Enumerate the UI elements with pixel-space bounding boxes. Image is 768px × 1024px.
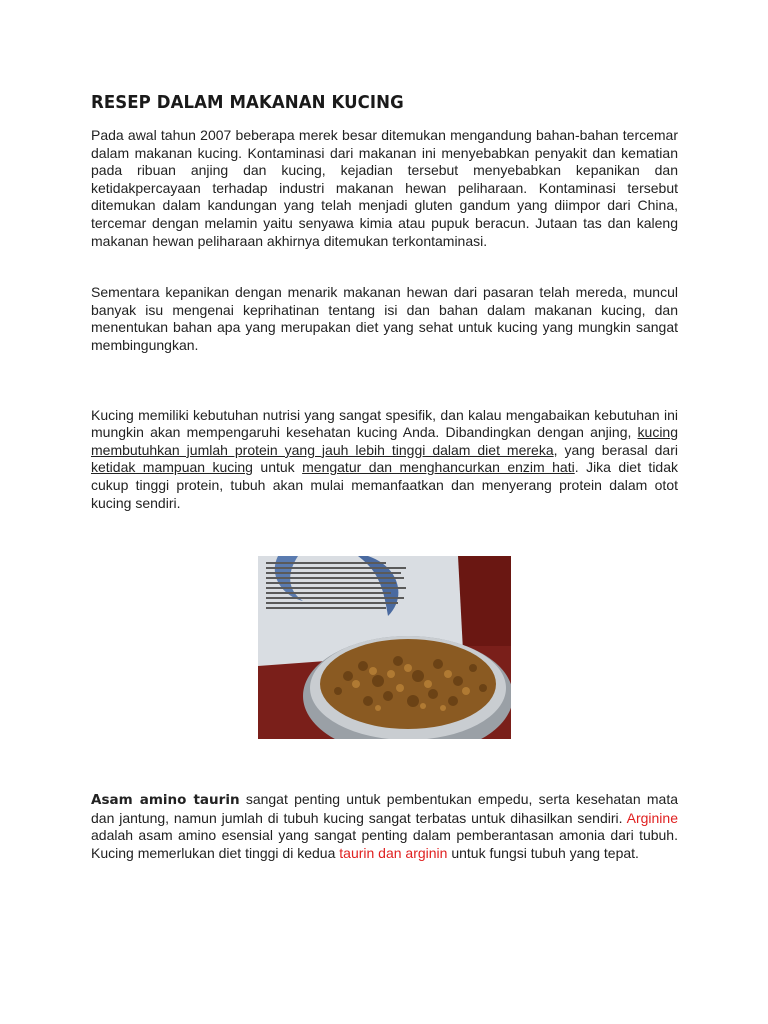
enzim-hati-link[interactable]: mengatur dan menghancurkan enzim hati bbox=[302, 459, 575, 476]
asam-amino-taurin-bold: Asam amino taurin bbox=[91, 792, 240, 808]
paragraph-3 bbox=[91, 407, 678, 513]
ketidak-mampuan-link[interactable]: ketidak mampuan kucing bbox=[91, 459, 253, 476]
page-title: RESEP DALAM MAKANAN KUCING bbox=[91, 92, 404, 113]
paragraph-4-text-2: adalah asam amino esensial yang sangat penting dalam pemberantasan amonia dari tubuh. Kucing memerlukan diet tinggi di kedua bbox=[91, 827, 678, 861]
paragraph-1: Pada awal tahun 2007 beberapa merek besar ditemukan mengandung bahan-bahan tercemar dalam makanan kucing. Kontaminasi dari makanan ini menyebabkan penyakit dan kematian pada ribuan anjing dan kucing, kejadian tersebut menyebabkan kepanikan dan ketidakpercayaan terhadap industri makanan hewan peliharaan. Kontaminasi tersebut ditemukan dalam kandungan yang telah menjadi gluten gandum yang diimpor dari China, tercemar dengan melamin yaitu senyawa kimia atau pupuk beracun. Jutaan tas dan kaleng makanan hewan peliharaan akhirnya ditemukan terkontaminasi. bbox=[91, 127, 678, 249]
paragraph-2: Sementara kepanikan dengan menarik makanan hewan dari pasaran telah mereda, muncul banyak isu mengenai keprihatinan tentang isi dan bahan dalam makanan kucing, dan menentukan bahan apa yang merupakan diet yang sehat untuk kucing yang mungkin sangat membingungkan. bbox=[91, 284, 678, 353]
paragraph-3-text-3: untuk bbox=[252, 459, 303, 476]
paragraph-4 bbox=[91, 791, 678, 862]
taurin-arginin-link[interactable]: taurin dan arginin bbox=[339, 844, 448, 861]
paragraph-4-text-1: sangat penting untuk pembentukan empedu, serta kesehatan mata dan jantung, namun jumlah di tubuh kucing sangat terbatas untuk dihasilkan sendiri. bbox=[91, 791, 678, 826]
paragraph-3-text-2: , yang berasal dari bbox=[553, 441, 678, 458]
protein-link[interactable]: kucing membutuhkan jumlah protein yang jauh lebih tinggi dalam diet mereka bbox=[91, 424, 678, 458]
cat-food-photo bbox=[258, 556, 511, 739]
paragraph-3-text-4: . Jika diet tidak cukup tinggi protein, tubuh akan mulai memanfaatkan dan menyerang protein dalam otot kucing sendiri. bbox=[91, 459, 678, 511]
cat-food-bowl-image bbox=[258, 556, 511, 739]
arginine-link[interactable]: Arginine bbox=[626, 809, 678, 826]
paragraph-3-text-1: Kucing memiliki kebutuhan nutrisi yang sangat spesifik, dan kalau mengabaikan kebutuhan ini mungkin akan mempengaruhi kesehatan kucing Anda. Dibandingkan dengan anjing, bbox=[91, 406, 678, 441]
paragraph-4-text-3: untuk fungsi tubuh yang tepat. bbox=[447, 844, 639, 861]
document-body bbox=[91, 92, 678, 512]
